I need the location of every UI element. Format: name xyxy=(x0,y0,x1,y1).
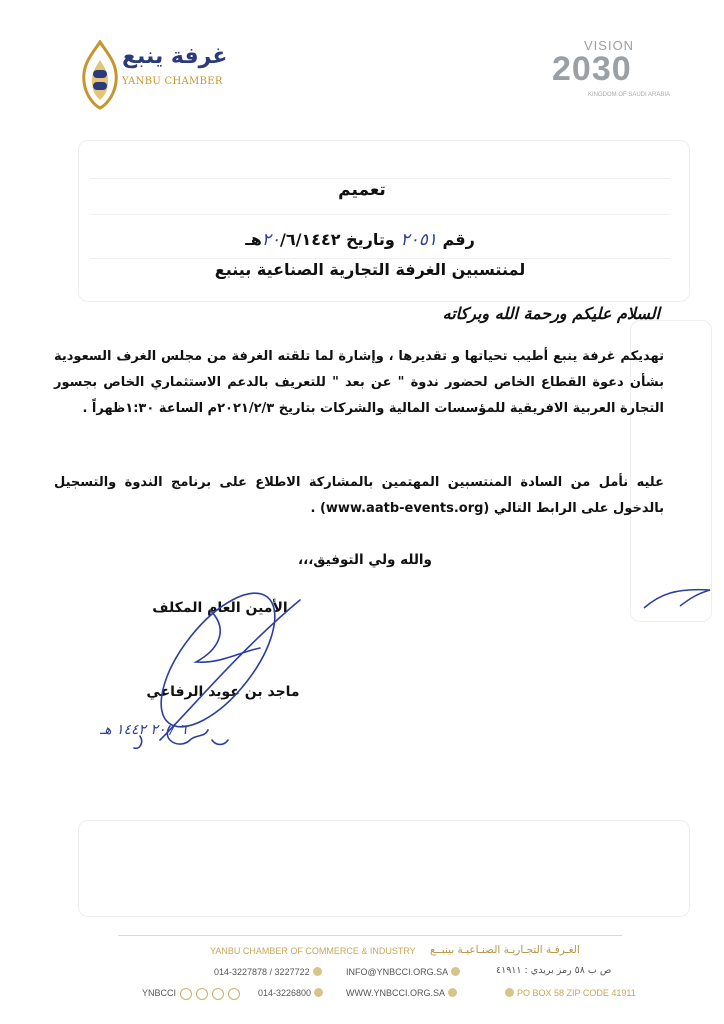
signatory-title: الأمين العام المكلف xyxy=(152,600,288,616)
flame-icon xyxy=(78,40,122,110)
chamber-name-ar: غرفة ينبع xyxy=(122,44,228,69)
date-day: ٢٠ xyxy=(261,230,281,250)
recipient: لمنتسبين الغرفة التجارية الصناعية بينبع xyxy=(214,260,526,279)
pobox-icon xyxy=(505,988,514,997)
footer-org-en: YANBU CHAMBER OF COMMERCE & INDUSTRY xyxy=(210,946,416,956)
body-paragraph-1: تهديكم غرفة ينبع أطيب تحياتها و تقديرها ، وإشارة لما تلقته الغرفة من مجلس الغرف السعودية بشأن دعوة القطاع الخاص لحضور ندوة " عن بعد " للتعريف بالدعم الاستثماري الخاص بجسور التجارة العربية الافريقية للمؤسسات المالية والشركات بتاريخ ٢٠٢١/٢/٣م الساعة ١:٣٠ظهراً . xyxy=(54,349,664,416)
handwritten-signature xyxy=(100,590,320,770)
social-icon xyxy=(180,988,192,1000)
footer-email-text: INFO@YNBCCI.ORG.SA xyxy=(346,967,449,977)
bleed-through-form xyxy=(78,820,690,917)
date-rest: /٦/١٤٤٢هـ xyxy=(245,230,341,249)
phone-icon xyxy=(313,967,322,976)
footer-brand: YNBCCI xyxy=(142,988,177,998)
social-icon xyxy=(212,988,224,1000)
greeting: السلام عليكم ورحمة الله وبركاته xyxy=(442,304,660,323)
yanbu-chamber-logo xyxy=(78,40,248,110)
email-icon xyxy=(451,967,460,976)
footer-pobox-ar: ص ب ٥٨ رمز بريدي : ٤١٩١١ xyxy=(496,965,612,976)
footer-phone2 xyxy=(258,988,326,998)
footer-pobox-en-text: PO BOX 58 ZIP CODE 41911 xyxy=(517,988,636,998)
bleed-through-line xyxy=(90,178,670,179)
ref-number: ٢٠٥١ xyxy=(400,230,437,250)
reference-line xyxy=(200,230,520,250)
vision-2030-logo xyxy=(548,36,688,106)
footer-web xyxy=(346,988,460,998)
ref-label: رقم xyxy=(442,230,475,249)
footer-org-ar: الغـرفـة التجـاريـة الصنـاعيـة بينبــع xyxy=(430,944,580,956)
vision-kingdom: KINGDOM OF SAUDI ARABIA xyxy=(588,92,671,98)
footer-phones-text: 014-3227878 / 3227722 xyxy=(214,967,310,977)
phone-icon xyxy=(314,988,323,997)
footer-web-text: WWW.YNBCCI.ORG.SA xyxy=(346,988,445,998)
handwritten-date: ٦ / ٢٠ ١٤٤٢ هـ xyxy=(100,722,187,738)
chamber-name-en: YANBU CHAMBER xyxy=(122,76,223,87)
closing: والله ولي التوفيق،،، xyxy=(298,552,432,568)
bleed-through-line xyxy=(90,214,670,215)
social-icon xyxy=(196,988,208,1000)
footer-pobox-en xyxy=(502,988,636,998)
signatory-name: ماجد بن عويد الرفاعي xyxy=(146,684,300,700)
footer-email xyxy=(346,967,463,977)
letter-title: تعميم xyxy=(338,180,386,200)
web-icon xyxy=(448,988,457,997)
vision-year: 2030 xyxy=(552,50,632,88)
footer-phone2-text: 014-3226800 xyxy=(258,988,312,998)
footer-divider xyxy=(118,935,622,936)
date-label: وتاريخ xyxy=(346,230,395,249)
body-paragraph-2: عليه نأمل من السادة المنتسبين المهتمين بالمشاركة الاطلاع على برنامج الندوة والتسجيل بالدخول على الرابط التالي (www.aatb-events.org) . xyxy=(54,475,664,516)
pen-mark xyxy=(640,584,720,614)
social-icon xyxy=(228,988,240,1000)
bleed-through-line xyxy=(90,258,670,259)
vision-word: VISION xyxy=(584,38,635,53)
footer-phones xyxy=(214,967,325,977)
